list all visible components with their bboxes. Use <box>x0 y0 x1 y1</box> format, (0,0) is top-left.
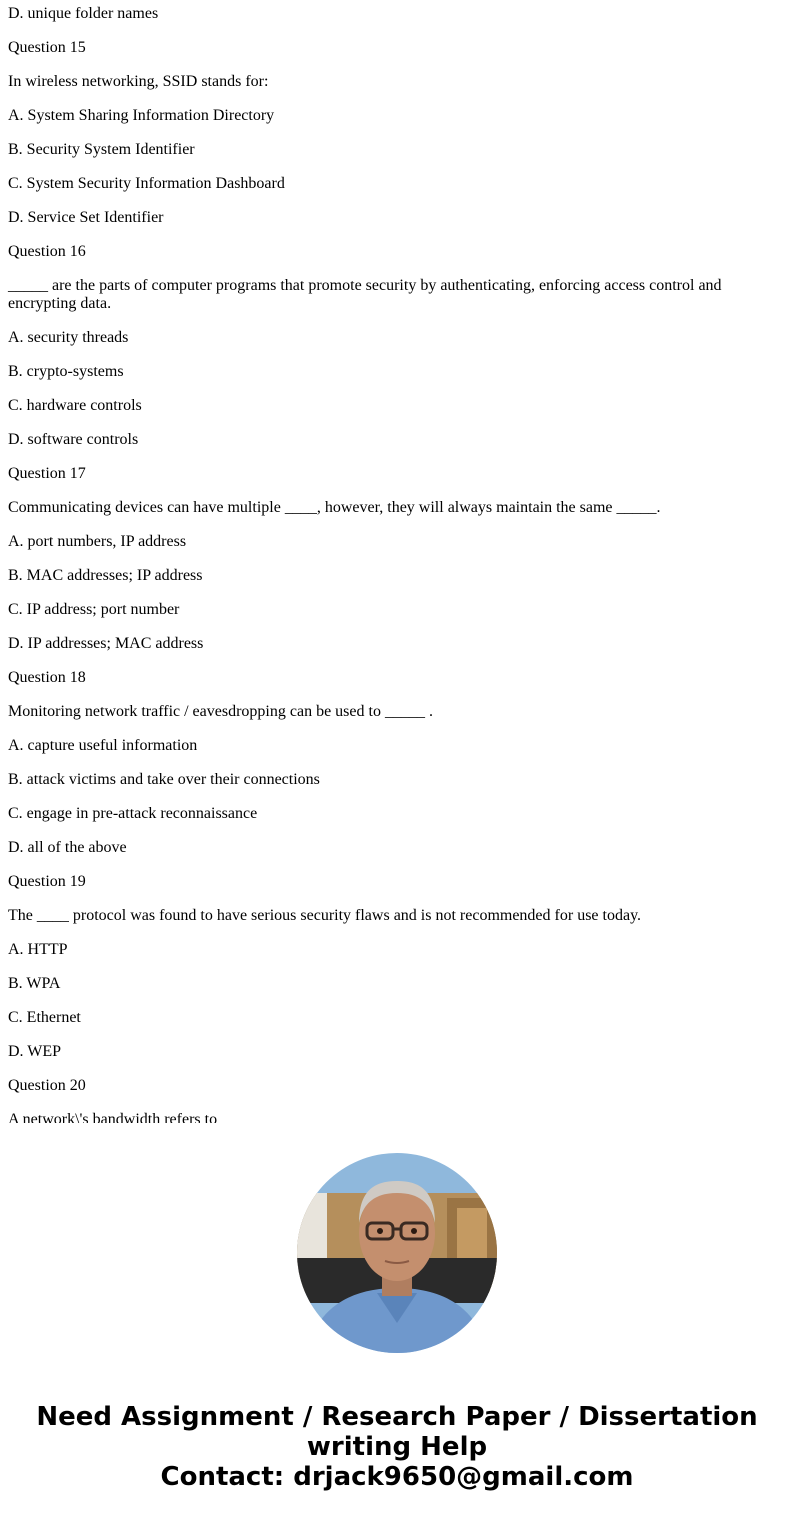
question-heading: Question 18 <box>8 669 86 686</box>
question-text: The ____ protocol was found to have serious security flaws and is not recommended for use today. <box>8 907 642 924</box>
answer-option: B. crypto-systems <box>8 363 124 380</box>
answer-option: D. IP addresses; MAC address <box>8 635 204 652</box>
answer-option: C. hardware controls <box>8 397 142 414</box>
question-heading: Question 15 <box>8 39 86 56</box>
answer-option: B. attack victims and take over their connections <box>8 771 320 788</box>
answer-option: C. Ethernet <box>8 1009 81 1026</box>
promo-contact: Contact: drjack9650@gmail.com <box>160 1462 634 1492</box>
question-text: Monitoring network traffic / eavesdropping can be used to _____ . <box>8 703 433 720</box>
answer-option: A. capture useful information <box>8 737 198 754</box>
answer-option: D. software controls <box>8 431 139 448</box>
answer-option: A. port numbers, IP address <box>8 533 187 550</box>
question-text: _____ are the parts of computer programs that promote security by authenticating, enforcing access control and encrypting data. <box>8 277 722 312</box>
question-heading: Question 16 <box>8 243 86 260</box>
answer-option: C. System Security Information Dashboard <box>8 175 285 192</box>
text-line: D. unique folder names <box>8 5 159 22</box>
answer-option: B. Security System Identifier <box>8 141 195 158</box>
answer-option: C. engage in pre-attack reconnaissance <box>8 805 258 822</box>
answer-option: A. security threads <box>8 329 129 346</box>
question-text: In wireless networking, SSID stands for: <box>8 73 269 90</box>
promo-line: Need Assignment / Research Paper / Dissertation <box>36 1402 758 1432</box>
answer-option: D. all of the above <box>8 839 127 856</box>
answer-option: A. System Sharing Information Directory <box>8 107 275 124</box>
promo-line: writing Help <box>306 1432 488 1462</box>
answer-option: D. WEP <box>8 1043 62 1060</box>
answer-option: C. IP address; port number <box>8 601 180 618</box>
avatar <box>297 1153 497 1353</box>
question-heading: Question 20 <box>8 1077 86 1094</box>
question-heading: Question 19 <box>8 873 86 890</box>
answer-option: B. WPA <box>8 975 61 992</box>
answer-option: A. HTTP <box>8 941 68 958</box>
question-text: Communicating devices can have multiple ____, however, they will always maintain the same _____. <box>8 499 661 516</box>
answer-option: D. Service Set Identifier <box>8 209 164 226</box>
answer-option: B. MAC addresses; IP address <box>8 567 203 584</box>
promo-banner <box>0 1402 794 1492</box>
question-text: A network\'s bandwidth refers to <box>8 1111 218 1123</box>
question-heading: Question 17 <box>8 465 86 482</box>
